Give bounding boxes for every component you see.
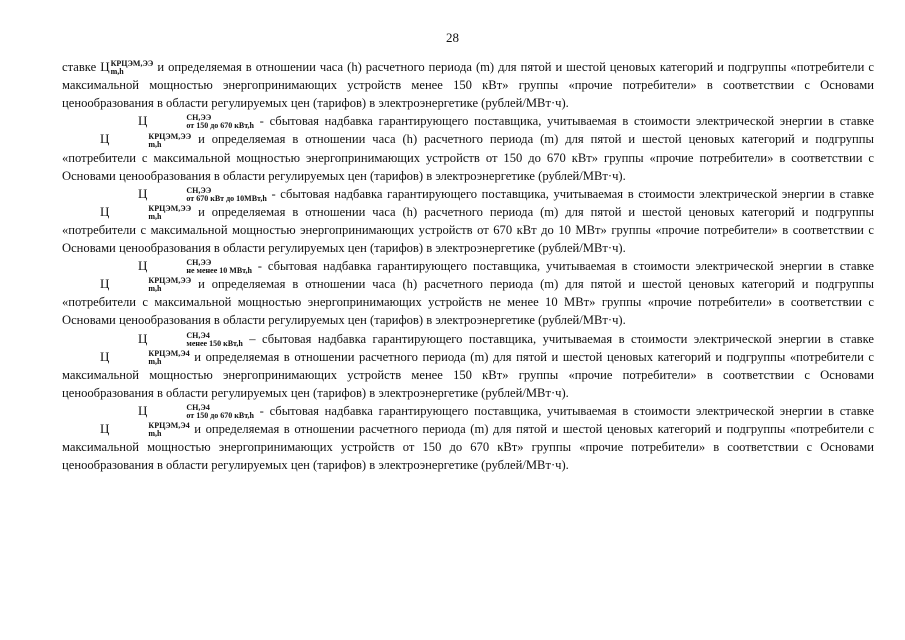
symbol-superscript: КРЦЭМ,ЭЭ — [148, 203, 192, 213]
document-body — [62, 58, 874, 474]
paragraph-text: - сбытовая надбавка гарантирующего поставщика, учитываемая в стоимости электрической энергии в ставке — [251, 259, 874, 274]
formula-symbol: Ц СН,Э4 менее 150 кВт,h — [138, 330, 243, 348]
symbol-superscript: КРЦЭМ,ЭЭ — [110, 59, 154, 69]
symbol-subscript: не менее 10 МВт,h — [186, 266, 252, 276]
paragraph — [62, 185, 874, 257]
symbol-subscript: от 150 до 670 кВт,h — [186, 121, 254, 131]
paragraph-text: и определяемая в отношении часа (h) расчетного периода (m) для пятой и шестой ценовых категорий и подгруппы «потребители с максимальной мощностью энергопринимающих устройств от 150 до 670 кВт» группы «прочие потребители» в соответствии с Основами ценообразования в области регулируемых цен (тарифов) в электроэнергетике (рублей/МВт·ч). — [62, 132, 874, 183]
symbol-subscript: m,h — [148, 356, 162, 366]
formula-symbol: Ц КРЦЭМ,ЭЭ m,h — [100, 131, 192, 149]
formula-symbol: Ц СН,ЭЭ не менее 10 МВт,h — [138, 258, 252, 276]
paragraph-text: и определяемая в отношении часа (h) расчетного периода (m) для пятой и шестой ценовых категорий и подгруппы «потребители с максимальной мощностью энергопринимающих устройств не менее 10 МВт» группы «прочие потребители» в соответствии с Основами ценообразования в области регулируемых цен (тарифов) в электроэнергетике (рублей/МВт·ч). — [62, 277, 874, 328]
symbol-subscript: m,h — [148, 284, 162, 294]
symbol-subscript: менее 150 кВт,h — [186, 338, 243, 348]
formula-symbol: Ц СН,Э4 от 150 до 670 кВт,h — [138, 402, 254, 421]
formula-symbol: Ц СН,ЭЭ от 150 до 670 кВт,h — [138, 113, 254, 131]
formula-symbol: Ц КРЦЭМ,Э4 m,h — [100, 348, 190, 366]
paragraph-text: и определяемая в отношении часа (h) расчетного периода (m) для пятой и шестой ценовых категорий и подгруппы «потребители с максимальной мощностью энергопринимающих устройств от 670 кВт до 10 МВт» группы «прочие потребители» в соответствии с Основами ценообразования в области регулируемых цен (тарифов) в электроэнергетике (рублей/МВт·ч). — [62, 204, 874, 256]
paragraph-text: – сбытовая надбавка гарантирующего поставщика, учитываемая в стоимости электрической энергии в ставке — [242, 331, 874, 346]
formula-symbol: Ц КРЦЭМ,Э4 m,h — [100, 421, 190, 439]
symbol-subscript: от 670 кВт до 10МВт,h — [186, 193, 267, 203]
formula-symbol: Ц КРЦЭМ,ЭЭ m,h — [100, 59, 154, 77]
formula-symbol: Ц СН,ЭЭ от 670 кВт до 10МВт,h — [138, 185, 267, 203]
paragraph — [62, 257, 874, 329]
symbol-subscript: от 150 до 670 кВт,h — [186, 411, 254, 421]
paragraph-text: - сбытовая надбавка гарантирующего поставщика, учитываемая в стоимости электрической энергии в ставке — [253, 403, 874, 418]
page-number: 28 — [446, 30, 459, 45]
paragraph — [62, 330, 874, 402]
paragraph — [62, 112, 874, 184]
symbol-superscript: КРЦЭМ,Э4 — [148, 348, 190, 358]
formula-symbol: Ц КРЦЭМ,ЭЭ m,h — [100, 203, 192, 221]
symbol-superscript: КРЦЭМ,Э4 — [148, 421, 190, 431]
symbol-superscript: СН,ЭЭ — [186, 113, 212, 123]
paragraph-text: и определяемая в отношении расчетного периода (m) для пятой и шестой ценовых категорий и подгруппы «потребители с максимальной мощностью энергопринимающих устройств менее 150 кВт» группы «прочие потребители» в соответствии с Основами ценообразования в области регулируемых цен (тарифов) в электроэнергетике (рублей/МВт·ч). — [62, 349, 874, 400]
paragraph — [62, 58, 874, 112]
symbol-superscript: СН,ЭЭ — [186, 185, 212, 195]
paragraph — [62, 402, 874, 474]
paragraph-text: - сбытовая надбавка гарантирующего поставщика, учитываемая в стоимости электрической энергии в ставке — [266, 186, 874, 201]
symbol-superscript: СН,ЭЭ — [186, 258, 212, 268]
symbol-superscript: СН,Э4 — [186, 403, 210, 413]
paragraph-text: и определяемая в отношении часа (h) расчетного периода (m) для пятой и шестой ценовых категорий и подгруппы «потребители с максимальной мощностью энергопринимающих устройств менее 150 кВт» группы «прочие потребители» в соответствии с Основами ценообразования в области регулируемых цен (тарифов) в электроэнергетике (рублей/МВт·ч). — [62, 60, 875, 111]
symbol-superscript: КРЦЭМ,ЭЭ — [148, 131, 192, 141]
symbol-subscript: m,h — [148, 429, 162, 439]
formula-symbol: Ц КРЦЭМ,ЭЭ m,h — [100, 276, 192, 294]
paragraph-text: - сбытовая надбавка гарантирующего поставщика, учитываемая в стоимости электрической энергии в ставке — [253, 114, 874, 129]
paragraph-text: ставке — [62, 60, 101, 74]
symbol-superscript: КРЦЭМ,ЭЭ — [148, 276, 192, 286]
symbol-subscript: m,h — [148, 211, 162, 221]
symbol-subscript: m,h — [148, 139, 162, 149]
paragraph-text: и определяемая в отношении расчетного периода (m) для пятой и шестой ценовых категорий и подгруппы «потребители с максимальной мощностью энергопринимающих устройств от 150 до 670 кВт» группы «прочие потребители» в соответствии с Основами ценообразования в области регулируемых цен (тарифов) в электроэнергетике (рублей/МВт·ч). — [62, 422, 874, 473]
symbol-superscript: СН,Э4 — [186, 330, 210, 340]
symbol-subscript: m,h — [110, 67, 124, 77]
